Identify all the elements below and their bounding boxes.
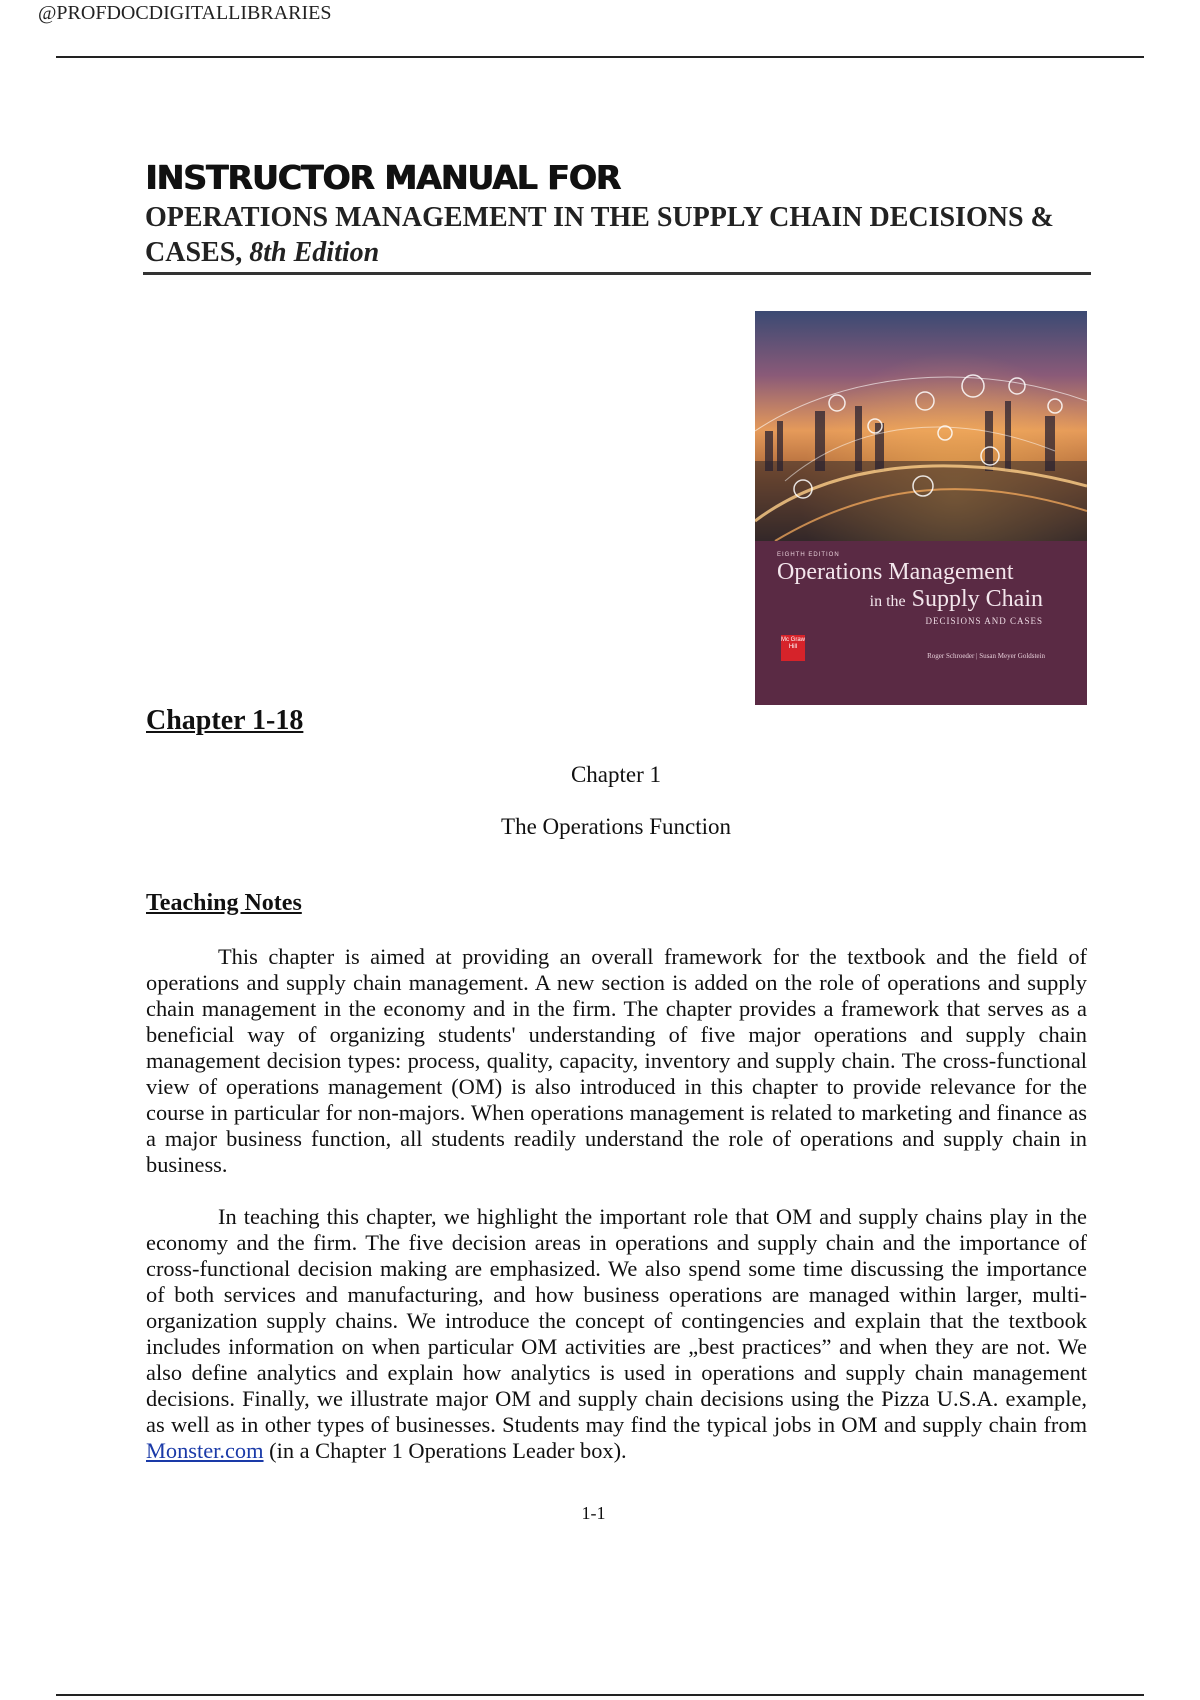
cover-title-line1: Operations Management [777,559,1014,585]
paragraph-2 [146,1204,1087,1464]
book-cover-image [755,311,1087,705]
bottom-divider [56,1694,1144,1696]
page-number: 1-1 [581,1503,606,1523]
chapter-title: The Operations Function [501,814,731,839]
paragraph-2-tail: (in a Chapter 1 Operations Leader box). [263,1438,627,1463]
chapter-number: Chapter 1 [570,762,662,787]
publisher-logo: Mc Graw Hill [781,635,805,661]
paragraph-2-text: In teaching this chapter, we highlight the important role that OM and supply chains play in the economy and the firm. The five decision areas in operations and supply chain and the importance of cross-functional decision making are emphasized. We also spend some time discussing the importance of both services and manufacturing, and how business operations are managed within larger, multi-organization supply chains. We introduce the concept of contingencies and explain that the textbook includes information on when particular OM activities are „best practices” and when they are not. We also define analytics and explain how analytics is used in operations and supply chain management decisions. Finally, we illustrate major OM and supply chain decisions using the Pizza U.S.A. example, as well as in other types of businesses. Students may find the typical jobs in OM and supply chain from [146,1204,1087,1437]
monster-link[interactable]: Monster.com [146,1438,264,1463]
edition-label: 8th Edition [249,237,380,268]
top-divider [56,56,1144,58]
network-overlay-graphic [755,311,1087,541]
title-divider [143,272,1091,275]
manual-title: INSTRUCTOR MANUAL FOR [145,158,620,197]
teaching-notes-heading: Teaching Notes [146,890,302,916]
cover-title-prefix: in the [869,593,906,610]
book-title [145,200,1085,270]
watermark: @PROFDOCDIGITALLIBRARIES [38,2,332,24]
chapter-range-heading: Chapter 1-18 [146,705,304,736]
cover-city-photo [755,311,1087,541]
cover-subtitle: DECISIONS AND CASES [925,616,1043,626]
paragraph-1: This chapter is aimed at providing an overall framework for the textbook and the field of operations and supply chain management. A new section is added on the role of operations and supply chain management in the economy and in the firm. The chapter provides a framework that serves as a beneficial way of organizing students' understanding of five major operations and supply chain management decision types: process, quality, capacity, inventory and supply chain. The cross-functional view of operations management (OM) is also introduced in this chapter to provide relevance for the course in particular for non-majors. When operations management is related to marketing and finance as a major business function, all students readily understand the role of operations and supply chain in business. [146,944,1087,1177]
cover-authors: Roger Schroeder | Susan Meyer Goldstein [927,652,1045,660]
cover-edition-label: EIGHTH EDITION [777,552,840,558]
cover-title-main: Supply Chain [911,586,1043,612]
cover-title-line2 [870,586,1043,613]
book-title-text: OPERATIONS MANAGEMENT IN THE SUPPLY CHAIN DECISIONS & CASES, [145,202,1054,268]
